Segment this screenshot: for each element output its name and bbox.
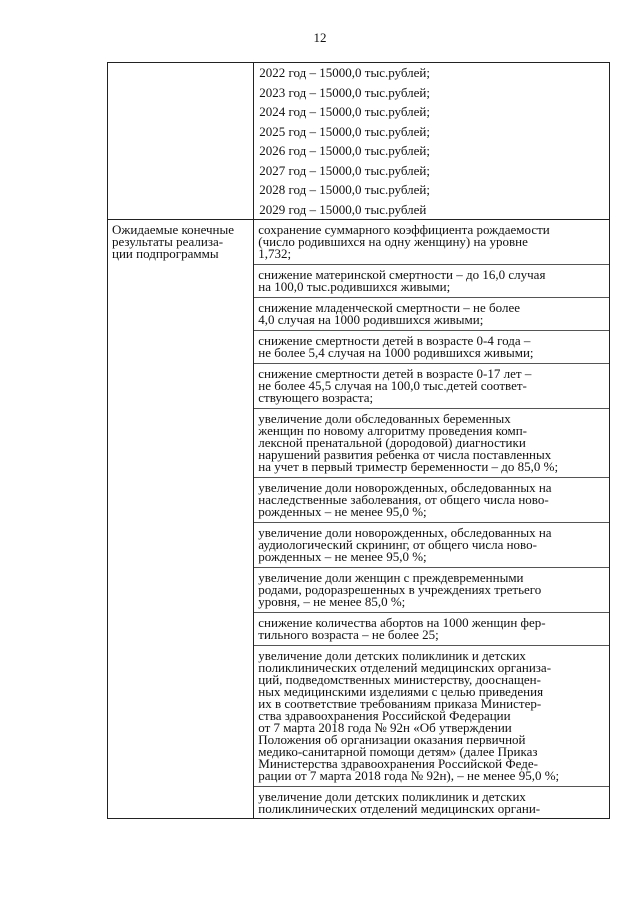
results-label-line: результаты реализа- (112, 234, 224, 249)
result-item-line: снижение смертности детей в возрасте 0-4 года – (258, 333, 531, 348)
funding-years-list (254, 63, 609, 219)
result-item-line: женщин по новому алгоритму проведения комп- (258, 423, 527, 438)
page-number: 12 (313, 30, 327, 45)
result-item-line: уровня, – не менее 85,0 %; (258, 594, 406, 609)
result-item-line: увеличение доли женщин с преждевременными (258, 570, 524, 585)
result-item (254, 478, 609, 523)
result-item-line: нарушений развития ребенка от числа поставленных (258, 447, 552, 462)
passport-table (107, 62, 610, 819)
funding-row (108, 63, 610, 220)
result-item (254, 523, 609, 568)
result-item-line: ствующего возраста; (258, 390, 374, 405)
result-item (254, 613, 609, 646)
results-label-line: ции подпрограммы (112, 246, 219, 261)
result-item-line: не более 45,5 случая на 100,0 тыс.детей соответ- (258, 378, 527, 393)
funding-year-line: 2023 год – 15000,0 тыс.рублей; (259, 84, 430, 100)
result-item-line: увеличение доли детских поликлиник и детских (258, 789, 526, 804)
result-item (254, 331, 609, 364)
result-item-line: наследственные заболевания, от общего числа ново- (258, 492, 549, 507)
results-label (108, 220, 253, 260)
results-list (254, 220, 609, 818)
result-item-line: рожденных – не менее 95,0 %; (258, 549, 427, 564)
result-item-line: Министерства здравоохранения Российской Феде- (258, 756, 538, 771)
result-item-line: на учет в первый триместр беременности – до 85,0 %; (258, 459, 559, 474)
result-item-line: сохранение суммарного коэффициента рождаемости (258, 222, 550, 237)
funding-year-line: 2022 год – 15000,0 тыс.рублей; (259, 65, 430, 80)
result-item-line: снижение материнской смертности – до 16,0 случая (258, 267, 546, 282)
funding-year-line: 2028 год – 15000,0 тыс.рублей; (259, 182, 430, 197)
funding-year-line: 2027 год – 15000,0 тыс.рублей; (259, 162, 430, 178)
result-item-line: лексной пренатальной (дородовой) диагностики (258, 435, 526, 450)
result-item-line: рации от 7 марта 2018 года № 92н), – не менее 95,0 %; (258, 768, 560, 783)
result-item-line: увеличение доли новорожденных, обследованных на (258, 525, 552, 540)
result-item (254, 265, 609, 298)
funding-year-line: 2026 год – 15000,0 тыс.рублей; (259, 143, 430, 158)
result-item-line: Положения об организации оказания первичной (258, 732, 526, 747)
result-item-line: на 100,0 тыс.родившихся живыми; (258, 279, 451, 294)
result-item-line: поликлинических отделений медицинских органи- (258, 801, 541, 816)
result-item (254, 646, 609, 787)
results-row (108, 220, 610, 819)
funding-label-cell (108, 63, 254, 220)
results-value-cell (254, 220, 610, 819)
result-item-line: снижение смертности детей в возрасте 0-17 лет – (258, 366, 532, 381)
result-item (254, 298, 609, 331)
result-item-line: 1,732; (258, 246, 292, 261)
result-item-line: тильного возраста – не более 25; (258, 627, 439, 642)
result-item (254, 409, 609, 478)
result-item (254, 787, 609, 818)
result-item-line: увеличение доли обследованных беременных (258, 411, 511, 426)
result-item-line: ных медицинскими изделиями с целью приведения (258, 684, 544, 699)
funding-year-line: 2025 год – 15000,0 тыс.рублей; (259, 123, 430, 139)
result-item-line: поликлинических отделений медицинских организа- (258, 660, 552, 675)
result-item-line: от 7 марта 2018 года № 92н «Об утверждении (258, 720, 512, 735)
results-label-cell (108, 220, 254, 819)
results-label-line: Ожидаемые конечные (112, 222, 235, 237)
result-item-line: (число родившихся на одну женщину) на уровне (258, 234, 528, 249)
result-item-line: их в соответствие требованиям приказа Министер- (258, 696, 542, 711)
result-item-line: увеличение доли детских поликлиник и детских (258, 648, 526, 663)
funding-value-cell (254, 63, 610, 220)
result-item-line: медико-санитарной помощи детям» (далее Приказ (258, 744, 538, 759)
result-item-line: 4,0 случая на 1000 родившихся живыми; (258, 312, 484, 327)
result-item-line: родами, родоразрешенных в учреждениях третьего (258, 582, 542, 597)
result-item-line: ций, подведомственных министерству, дооснащен- (258, 672, 541, 687)
funding-year-line: 2029 год – 15000,0 тыс.рублей (259, 201, 427, 217)
result-item-line: снижение количества абортов на 1000 женщин фер- (258, 615, 546, 630)
result-item (254, 220, 609, 265)
result-item-line: аудиологический скрининг, от общего числа ново- (258, 537, 537, 552)
result-item (254, 364, 609, 409)
funding-year-line: 2024 год – 15000,0 тыс.рублей; (259, 104, 430, 119)
result-item-line: снижение младенческой смертности – не более (258, 300, 520, 315)
result-item-line: увеличение доли новорожденных, обследованных на (258, 480, 552, 495)
result-item (254, 568, 609, 613)
result-item-line: рожденных – не менее 95,0 %; (258, 504, 427, 519)
result-item-line: ства здравоохранения Российской Федерации (258, 708, 511, 723)
result-item-line: не более 5,4 случая на 1000 родившихся живыми; (258, 345, 534, 360)
